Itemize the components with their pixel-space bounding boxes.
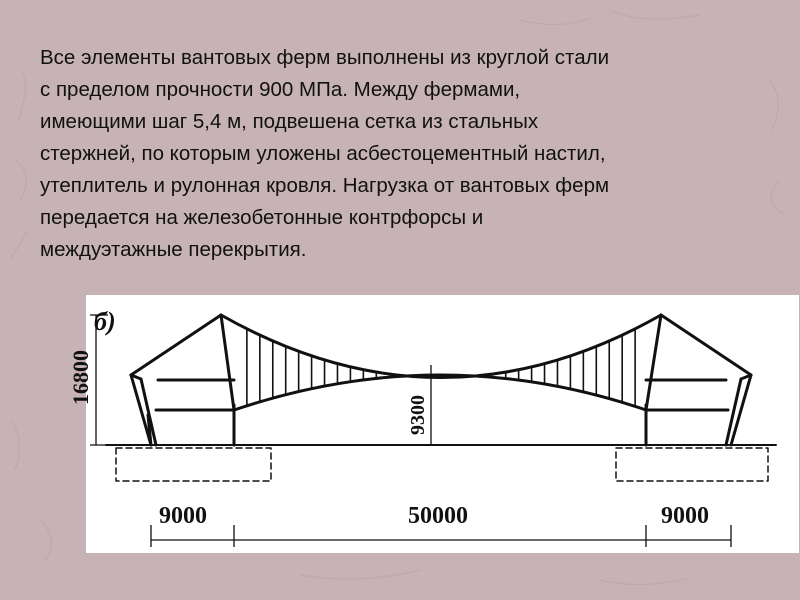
dim-center-label: 50000 <box>408 503 468 529</box>
cable-truss-drawing <box>68 295 799 553</box>
lower-cable <box>234 375 646 410</box>
figure-label: б) <box>94 307 116 336</box>
drawing-svg <box>68 295 799 553</box>
slide-text: Все элементы вантовых ферм выполнены из круглой стали с пределом прочности 900 МПа. Между фермами, имеющими шаг 5,4 м, подвешена сетка из стальных стержней, по которым уложены асбестоцементный настил, утеплитель и рулонная кровля. Нагрузка от вантовых ферм передается на железобетонные контрфорсы и междуэтажные перекрытия. <box>40 46 610 261</box>
right-support <box>646 315 751 445</box>
hangers <box>247 329 635 407</box>
dim-right-label: 9000 <box>661 503 709 529</box>
dim-height-label: 16800 <box>68 350 93 405</box>
dim-mid-label: 9300 <box>407 395 429 435</box>
dim-left-label: 9000 <box>159 503 207 529</box>
foundations <box>116 448 768 481</box>
left-support <box>131 315 234 445</box>
upper-cable <box>221 315 661 378</box>
